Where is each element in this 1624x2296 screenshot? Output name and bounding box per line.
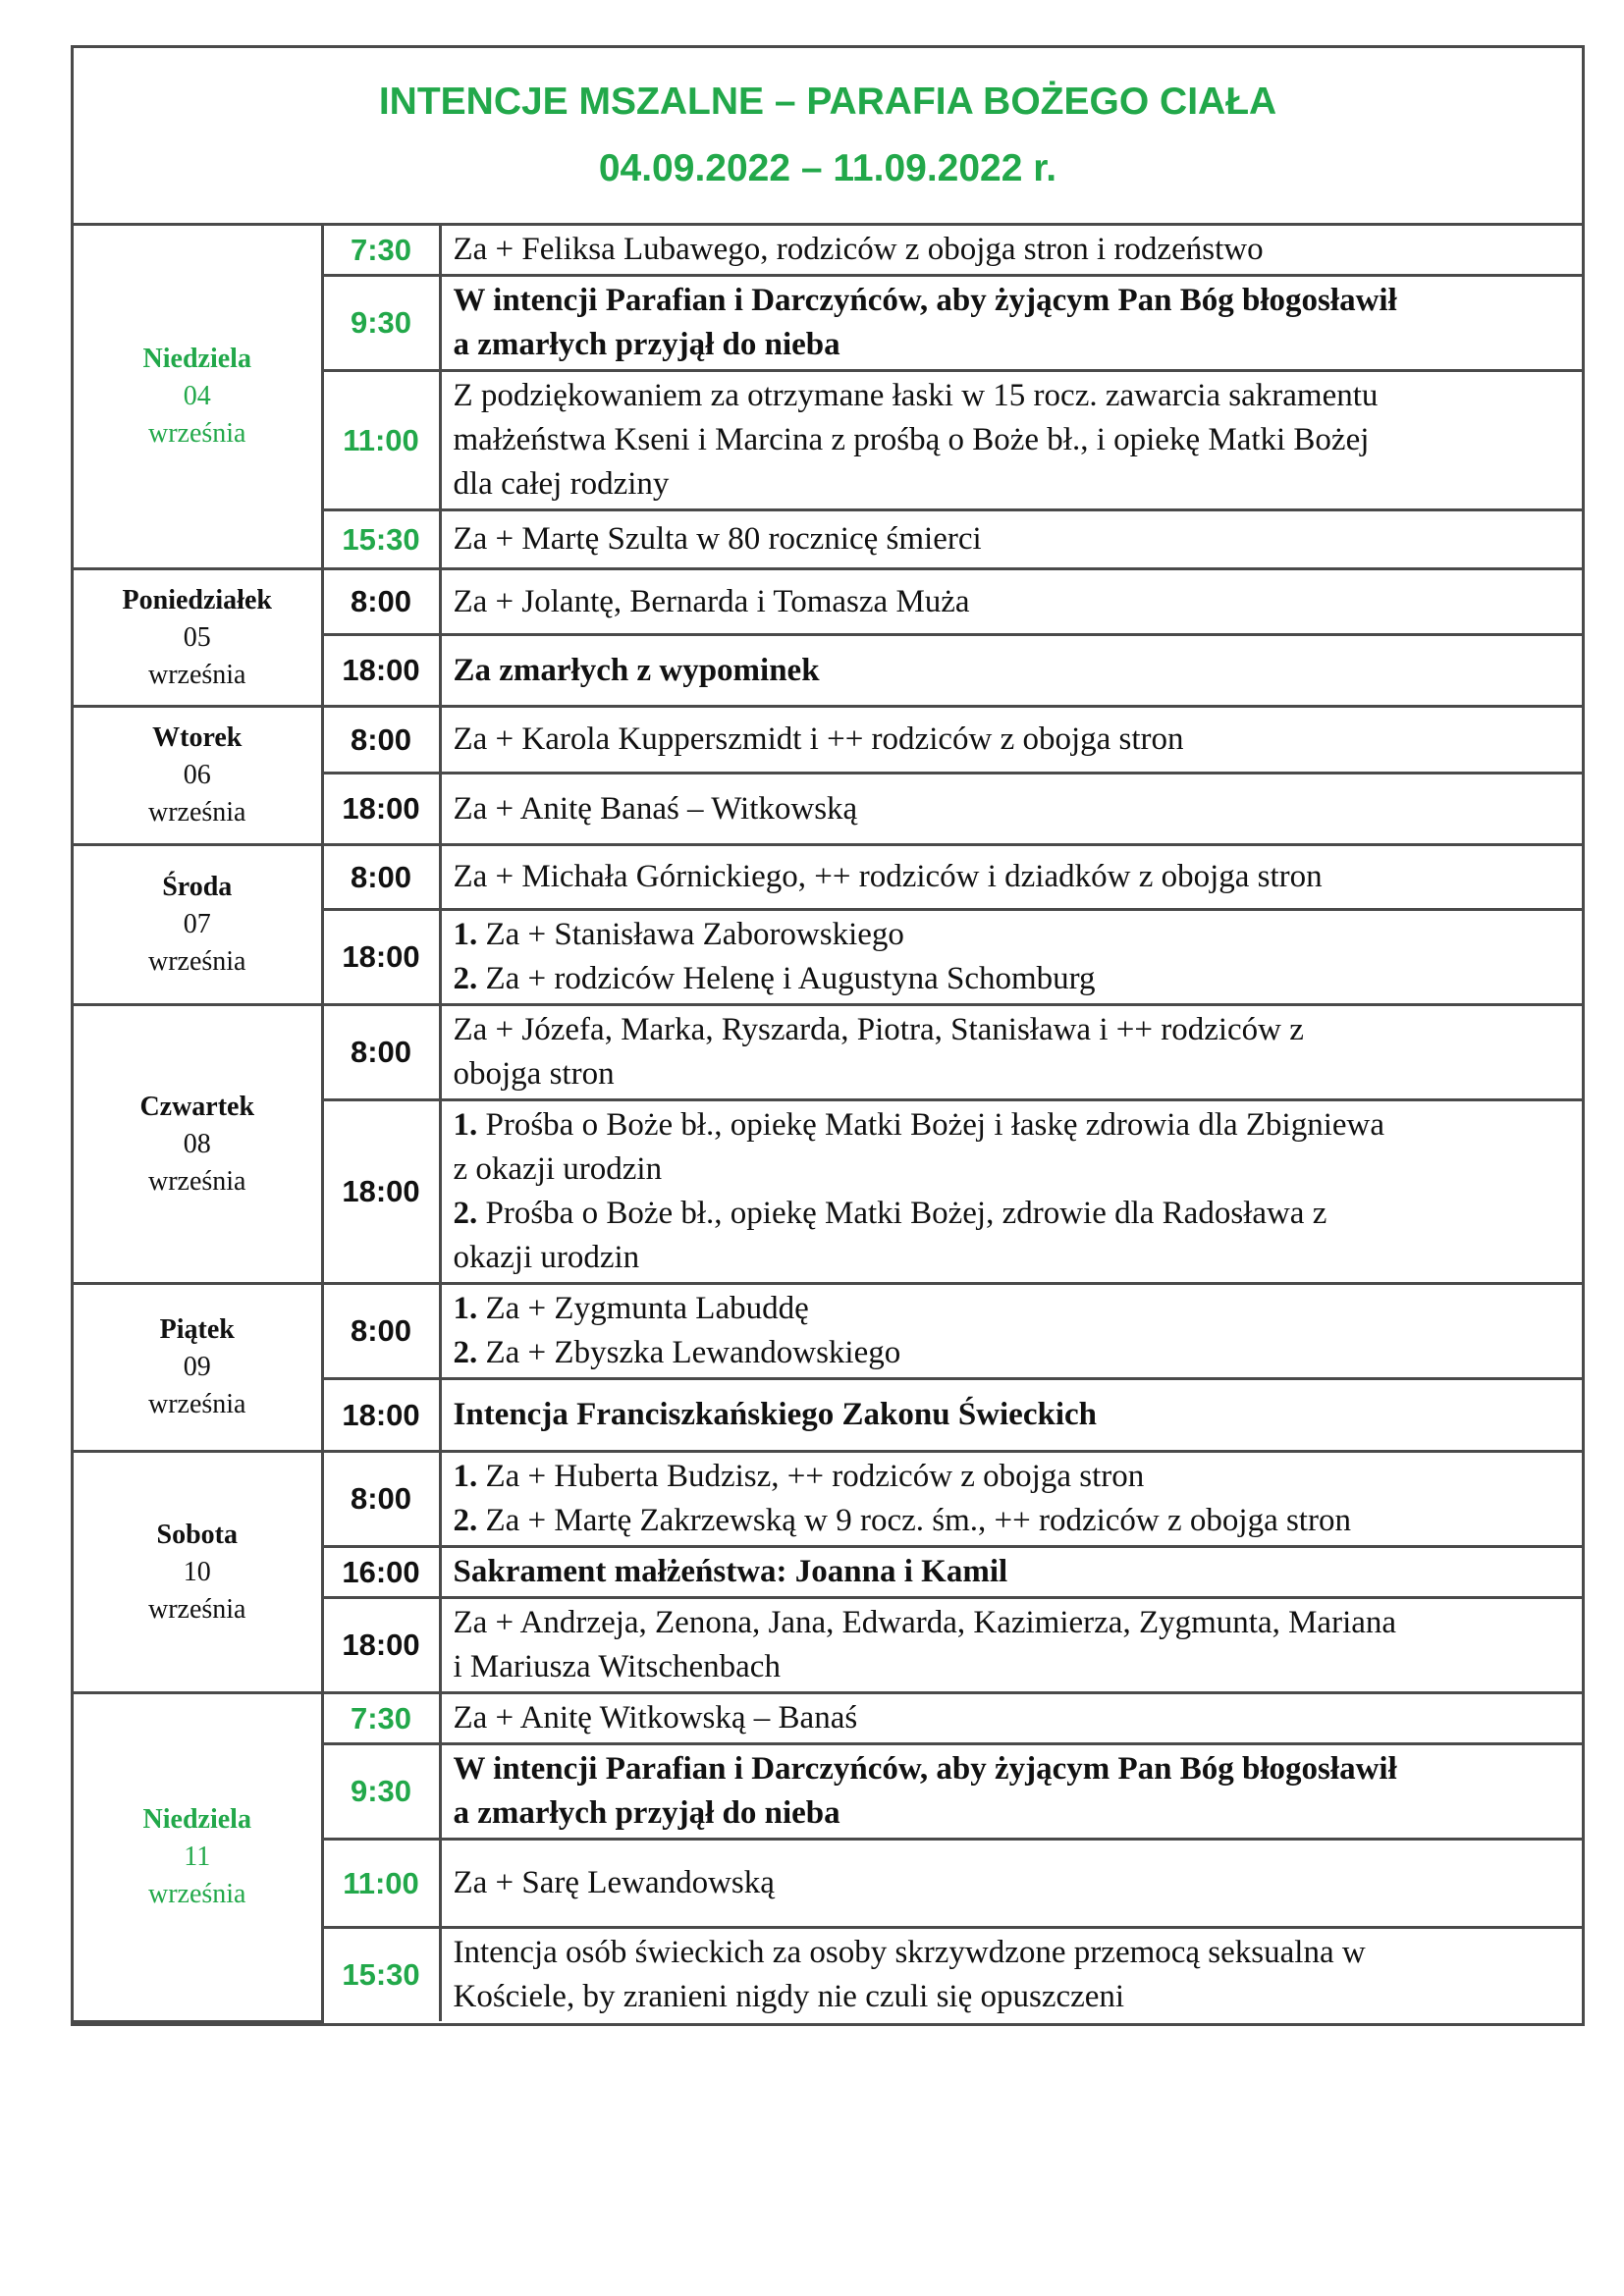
header xyxy=(74,48,1582,226)
day-date: 06 xyxy=(183,760,211,790)
intention-line: Z podziękowaniem za otrzymane łaski w 15 rocz. zawarcia sakramentu xyxy=(453,378,1379,413)
mass-intention xyxy=(440,635,1582,707)
day-date: 09 xyxy=(183,1352,211,1382)
intention-line: małżeństwa Kseni i Marcina z prośbą o Boże bł., i opiekę Matki Bożej xyxy=(453,422,1370,457)
day-date: 08 xyxy=(183,1128,211,1159)
mass-time: 8:00 xyxy=(322,707,440,774)
intention-line: 1. Za + Stanisława Zaborowskiego xyxy=(453,917,904,952)
intention-number: 1. xyxy=(453,1107,478,1143)
mass-row xyxy=(74,226,1582,276)
intention-line: Za + Karola Kupperszmidt i ++ rodziców z obojga stron xyxy=(453,721,1184,757)
mass-time: 11:00 xyxy=(322,1840,440,1928)
mass-time: 9:30 xyxy=(322,276,440,371)
intention-line: 2. Za + Martę Zakrzewską w 9 rocz. śm., ++ rodziców z obojga stron xyxy=(453,1503,1351,1538)
intention-line: 1. Prośba o Boże bł., opiekę Matki Bożej i łaskę zdrowia dla Zbigniewa xyxy=(453,1107,1385,1143)
mass-row xyxy=(74,845,1582,910)
day-month: września xyxy=(147,1389,246,1419)
mass-time: 8:00 xyxy=(322,845,440,910)
day-cell xyxy=(74,845,322,1005)
intention-number: 2. xyxy=(453,1196,478,1231)
mass-time: 8:00 xyxy=(322,569,440,635)
mass-time: 11:00 xyxy=(322,371,440,510)
mass-row xyxy=(74,1284,1582,1379)
day-name: Poniedziałek xyxy=(122,584,272,615)
intention-line: Za + Martę Szulta w 80 rocznicę śmierci xyxy=(453,521,982,557)
intention-line: i Mariusza Witschenbach xyxy=(453,1649,781,1684)
mass-intention xyxy=(440,707,1582,774)
day-month: września xyxy=(147,797,246,828)
day-name: Wtorek xyxy=(152,722,243,753)
intention-number: 2. xyxy=(453,961,478,996)
intention-line: 2. Prośba o Boże bł., opiekę Matki Bożej, zdrowie dla Radosława z xyxy=(453,1196,1327,1231)
mass-row xyxy=(74,707,1582,774)
day-name: Niedziela xyxy=(142,344,251,374)
intention-line: 2. Za + Zbyszka Lewandowskiego xyxy=(453,1335,901,1370)
intention-line: W intencji Parafian i Darczyńców, aby żyjącym Pan Bóg błogosławił xyxy=(453,1751,1397,1787)
intention-number: 2. xyxy=(453,1503,478,1538)
intention-line: W intencji Parafian i Darczyńców, aby żyjącym Pan Bóg błogosławił xyxy=(453,283,1397,318)
intention-line: Intencja osób świeckich za osoby skrzywdzone przemocą seksualna w xyxy=(453,1935,1366,1970)
mass-row xyxy=(74,569,1582,635)
mass-intention xyxy=(440,276,1582,371)
day-name: Środa xyxy=(162,872,233,902)
mass-intention xyxy=(440,1547,1582,1598)
intention-line: Sakrament małżeństwa: Joanna i Kamil xyxy=(453,1554,1008,1589)
mass-time: 9:30 xyxy=(322,1744,440,1840)
intention-line: 2. Za + rodziców Helenę i Augustyna Schomburg xyxy=(453,961,1096,996)
mass-intention xyxy=(440,1284,1582,1379)
day-date: 11 xyxy=(184,1841,211,1872)
intention-number: 2. xyxy=(453,1335,478,1370)
intention-line: Za + Michała Górnickiego, ++ rodziców i dziadków z obojga stron xyxy=(453,859,1323,894)
mass-time: 18:00 xyxy=(322,635,440,707)
schedule-table xyxy=(74,226,1582,2023)
mass-row xyxy=(74,1452,1582,1547)
mass-intention xyxy=(440,1005,1582,1100)
mass-time: 18:00 xyxy=(322,910,440,1005)
day-month: września xyxy=(147,1165,246,1197)
mass-time: 18:00 xyxy=(322,1100,440,1284)
mass-intention xyxy=(440,1598,1582,1693)
mass-time: 7:30 xyxy=(322,226,440,276)
day-month: września xyxy=(147,946,246,977)
intention-line: Kościele, by zranieni nigdy nie czuli się opuszczeni xyxy=(453,1979,1125,2014)
day-name: Niedziela xyxy=(142,1803,251,1835)
intention-line: obojga stron xyxy=(453,1056,615,1092)
intention-line: Za + Feliksa Lubawego, rodziców z obojga stron i rodzeństwo xyxy=(453,232,1264,267)
day-month: września xyxy=(147,1878,246,1909)
mass-time: 15:30 xyxy=(322,1928,440,2022)
day-cell xyxy=(74,1452,322,1693)
day-cell xyxy=(74,1284,322,1452)
mass-intention xyxy=(440,1840,1582,1928)
intention-line: okazji urodzin xyxy=(453,1240,640,1275)
page-title: INTENCJE MSZALNE – PARAFIA BOŻEGO CIAŁA xyxy=(378,80,1277,123)
day-cell xyxy=(74,1005,322,1284)
day-month: września xyxy=(147,659,246,690)
mass-intention xyxy=(440,774,1582,845)
intention-line: a zmarłych przyjął do nieba xyxy=(453,1795,840,1831)
intention-number: 1. xyxy=(453,1291,478,1326)
mass-intention xyxy=(440,1100,1582,1284)
intention-line: Za + Andrzeja, Zenona, Jana, Edwarda, Kazimierza, Zygmunta, Mariana xyxy=(453,1605,1397,1640)
day-month: września xyxy=(147,418,246,449)
mass-intention xyxy=(440,569,1582,635)
mass-time: 8:00 xyxy=(322,1452,440,1547)
mass-row xyxy=(74,1005,1582,1100)
day-cell xyxy=(74,226,322,569)
intention-line: dla całej rodziny xyxy=(453,466,670,502)
mass-intention xyxy=(440,226,1582,276)
mass-time: 7:30 xyxy=(322,1693,440,1744)
day-cell xyxy=(74,707,322,845)
intentions-sheet xyxy=(71,45,1585,2026)
day-date: 04 xyxy=(183,381,211,411)
mass-intention xyxy=(440,510,1582,569)
mass-intention xyxy=(440,1379,1582,1452)
intention-line: 1. Za + Huberta Budzisz, ++ rodziców z obojga stron xyxy=(453,1459,1145,1494)
mass-intention xyxy=(440,910,1582,1005)
day-name: Piątek xyxy=(159,1314,235,1345)
day-name: Sobota xyxy=(156,1519,238,1550)
mass-intention xyxy=(440,1452,1582,1547)
intention-line: z okazji urodzin xyxy=(453,1151,663,1187)
mass-time: 8:00 xyxy=(322,1005,440,1100)
day-date: 07 xyxy=(183,909,211,939)
mass-time: 18:00 xyxy=(322,1379,440,1452)
mass-intention xyxy=(440,371,1582,510)
day-month: września xyxy=(147,1593,246,1625)
intention-number: 1. xyxy=(453,1459,478,1494)
intention-line: Za zmarłych z wypominek xyxy=(453,652,820,688)
mass-row xyxy=(74,1693,1582,1744)
date-range: 04.09.2022 – 11.09.2022 r. xyxy=(598,147,1057,189)
mass-time: 18:00 xyxy=(322,1598,440,1693)
mass-time: 8:00 xyxy=(322,1284,440,1379)
mass-intention xyxy=(440,1744,1582,1840)
intention-number: 1. xyxy=(453,917,478,952)
mass-intention xyxy=(440,1693,1582,1744)
intention-line: 1. Za + Zygmunta Labuddę xyxy=(453,1291,809,1326)
intention-line: Za + Sarę Lewandowską xyxy=(453,1865,775,1900)
intention-line: Za + Anitę Banaś – Witkowską xyxy=(453,790,858,827)
mass-intention xyxy=(440,1928,1582,2022)
schedule-body xyxy=(74,226,1582,2021)
day-name: Czwartek xyxy=(139,1091,255,1122)
intention-line: a zmarłych przyjął do nieba xyxy=(453,327,840,362)
day-cell xyxy=(74,569,322,707)
intention-line: Intencja Franciszkańskiego Zakonu Świeckich xyxy=(453,1397,1097,1432)
intention-line: Za + Józefa, Marka, Ryszarda, Piotra, Stanisława i ++ rodziców z xyxy=(453,1012,1304,1047)
mass-time: 15:30 xyxy=(322,510,440,569)
day-date: 10 xyxy=(183,1556,211,1587)
intention-line: Za + Anitę Witkowską – Banaś xyxy=(453,1700,858,1735)
intention-line: Za + Jolantę, Bernarda i Tomasza Muża xyxy=(453,583,970,619)
mass-intention xyxy=(440,845,1582,910)
day-cell xyxy=(74,1693,322,2022)
mass-time: 16:00 xyxy=(322,1547,440,1598)
mass-time: 18:00 xyxy=(322,774,440,845)
day-date: 05 xyxy=(183,621,211,653)
